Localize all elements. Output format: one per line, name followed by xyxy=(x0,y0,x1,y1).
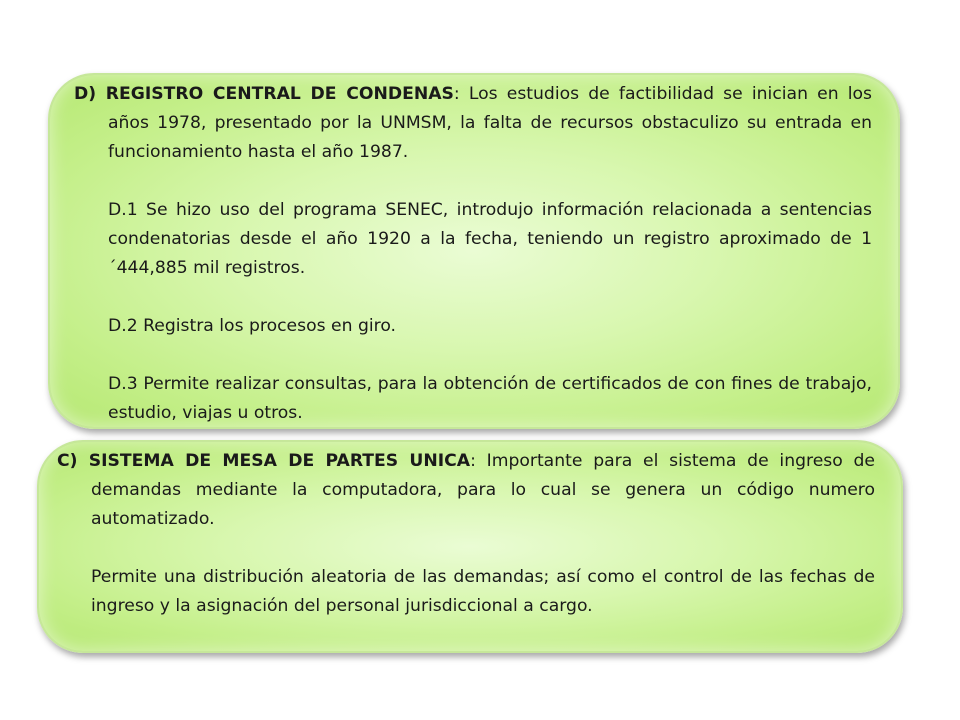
mesa-de-partes-heading: C) SISTEMA DE MESA DE PARTES UNICA xyxy=(57,451,471,471)
mesa-de-partes-panel xyxy=(37,440,903,653)
registro-central-heading: D) REGISTRO CENTRAL DE CONDENAS xyxy=(74,84,454,104)
registro-item-d3: D.3 Permite realizar consultas, para la obtención de certificados de con fines de trabajo, estudio, viajas u otros. xyxy=(108,374,872,423)
mesa-de-partes-content xyxy=(57,447,875,621)
registro-central-intro xyxy=(74,80,872,167)
registro-central-intro-text: : Los estudios de factibilidad se inician en los años 1978, presentado por la UNMSM, la falta de recursos obstaculizo su entrada en funcionamiento hasta el año 1987. xyxy=(108,84,872,162)
mesa-de-partes-item: Permite una distribución aleatoria de las demandas; así como el control de las fechas de ingreso y la asignación del personal jurisdiccional a cargo. xyxy=(91,567,875,616)
mesa-de-partes-intro-text: : Importante para el sistema de ingreso de demandas mediante la computadora, para lo cual se genera un código numero automatizado. xyxy=(91,451,876,529)
registro-central-content xyxy=(74,80,872,428)
registro-item-d1: D.1 Se hizo uso del programa SENEC, introdujo información relacionada a sentencias condenatorias desde el año 1920 a la fecha, teniendo un registro aproximado de 1´444,885 mil registros. xyxy=(108,200,872,278)
registro-central-panel xyxy=(48,73,900,429)
mesa-de-partes-intro xyxy=(57,447,875,534)
registro-item-d2: D.2 Registra los procesos en giro. xyxy=(108,316,396,336)
